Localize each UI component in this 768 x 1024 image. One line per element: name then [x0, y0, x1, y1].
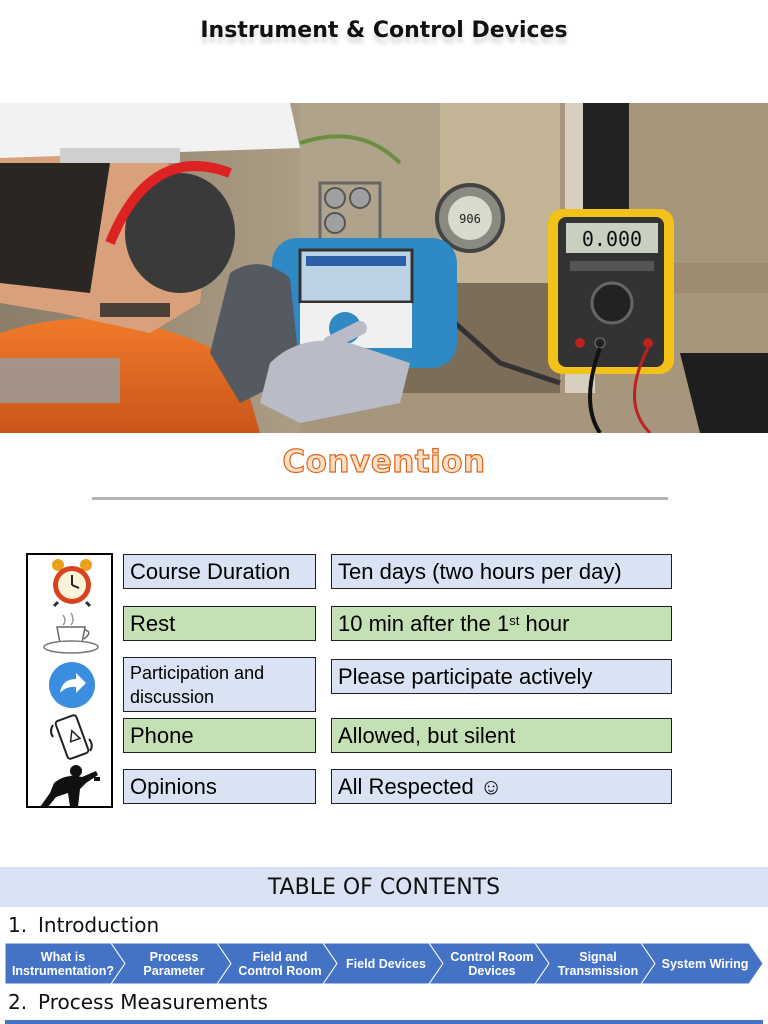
rest-value-suffix: hour — [519, 610, 570, 636]
row-label-phone: Phone — [123, 718, 316, 753]
divider — [92, 497, 668, 500]
multimeter-reading: 0.000 — [581, 227, 643, 251]
row-value-course-duration: Ten days (two hours per day) — [331, 554, 672, 589]
row-value-participation: Please participate actively — [331, 659, 672, 694]
row-value-phone: Allowed, but silent — [331, 718, 672, 753]
introduction-steps — [5, 943, 763, 984]
share-arrow-icon — [28, 661, 115, 709]
section-introduction — [8, 913, 159, 937]
process-measurements-steps — [5, 1020, 763, 1024]
row-label-course-duration: Course Duration — [123, 554, 316, 589]
section-number: 2. — [8, 990, 28, 1014]
speaker-person-icon — [28, 763, 115, 807]
row-value-opinions: All Respected ☺ — [331, 769, 672, 804]
step-label: Field and Control Room — [238, 949, 322, 978]
alarm-clock-icon — [28, 557, 115, 607]
technician-photo — [0, 103, 768, 433]
step-signal-transmission[interactable] — [535, 943, 655, 984]
step-label: Field Devices — [346, 956, 426, 971]
rest-value-sup: st — [509, 613, 520, 628]
icon-column — [26, 553, 113, 808]
row-label-opinions: Opinions — [123, 769, 316, 804]
gauge-reading: 906 — [459, 212, 481, 226]
step-field-and-control-room[interactable] — [217, 943, 337, 984]
step-control-room-devices[interactable] — [429, 943, 549, 984]
step-process-parameter[interactable] — [111, 943, 231, 984]
step-label: What is Instrumentation? — [11, 949, 115, 978]
section-process-measurements — [8, 990, 268, 1014]
row-label-participation: Participation and discussion — [123, 657, 316, 712]
step-system-wiring[interactable] — [641, 943, 763, 984]
row-value-rest — [331, 606, 672, 641]
step-what-is-instrumentation[interactable] — [5, 943, 125, 984]
section-title: Process Measurements — [38, 990, 268, 1014]
coffee-cup-icon — [28, 611, 115, 655]
step-label: System Wiring — [661, 956, 749, 971]
row-label-rest: Rest — [123, 606, 316, 641]
step-label: Signal Transmission — [557, 949, 639, 978]
step-label: Process Parameter — [143, 949, 205, 978]
convention-title: Convention — [282, 444, 486, 480]
toc-header: TABLE OF CONTENTS — [0, 867, 768, 907]
step-label: Control Room Devices — [450, 949, 534, 978]
section-number: 1. — [8, 913, 28, 937]
silent-phone-icon — [28, 711, 115, 761]
rest-value-prefix: 10 min after the 1 — [338, 610, 510, 636]
step-field-devices[interactable] — [323, 943, 443, 984]
page-title: Instrument & Control Devices — [200, 18, 568, 43]
section-title: Introduction — [38, 913, 160, 937]
